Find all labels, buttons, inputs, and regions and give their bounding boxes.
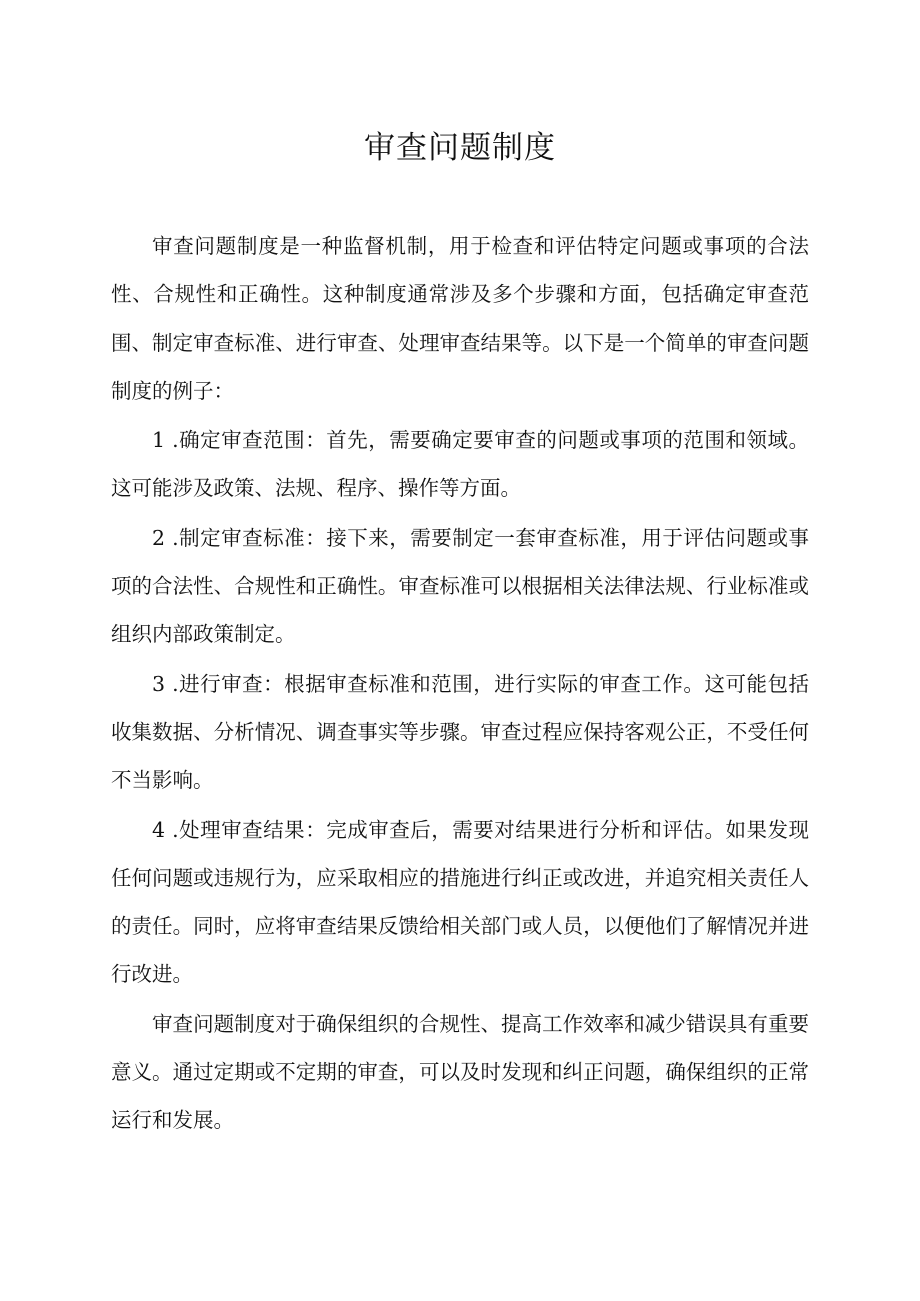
step-1-paragraph — [111, 416, 809, 513]
paragraph-text: 处理审查结果：完成审查后，需要对结果进行分析和评估。如果发现任何问题或违规行为，应采取相应的措施进行纠正或改进，并追究相关责任人的责任。同时，应将审查结果反馈给相关部门或人员，以便他们了解情况并进行改进。 — [111, 817, 810, 987]
document-title: 审查问题制度 — [364, 130, 556, 166]
step-number: 1 . — [152, 428, 179, 453]
conclusion-paragraph — [111, 1000, 809, 1145]
paragraph-text: 制定审查标准：接下来，需要制定一套审查标准，用于评估问题或事项的合法性、合规性和正确性。审查标准可以根据相关法律法规、行业标准或组织内部政策制定。 — [111, 525, 810, 647]
paragraph-text: 进行审查：根据审查标准和范围，进行实际的审查工作。这可能包括收集数据、分析情况、调查事实等步骤。审查过程应保持客观公正，不受任何不当影响。 — [111, 671, 810, 793]
step-3-paragraph — [111, 660, 809, 805]
step-number: 4 . — [152, 817, 179, 842]
paragraph-text: 确定审查范围：首先，需要确定要审查的问题或事项的范围和领域。这可能涉及政策、法规、程序、操作等方面。 — [111, 428, 810, 501]
step-number: 2 . — [152, 525, 179, 550]
paragraph-text: 审查问题制度是一种监督机制，用于检查和评估特定问题或事项的合法性、合规性和正确性。这种制度通常涉及多个步骤和方面，包括确定审查范围、制定审查标准、进行审查、处理审查结果等。以下是一个简单的审查问题制度的例子： — [111, 234, 809, 403]
step-4-paragraph — [111, 806, 809, 999]
step-number: 3 . — [152, 671, 179, 696]
paragraph-text: 审查问题制度对于确保组织的合规性、提高工作效率和减少错误具有重要意义。通过定期或不定期的审查，可以及时发现和纠正问题，确保组织的正常运行和发展。 — [111, 1011, 809, 1133]
document-body — [111, 222, 809, 1146]
step-2-paragraph — [111, 514, 809, 659]
intro-paragraph — [111, 222, 809, 415]
